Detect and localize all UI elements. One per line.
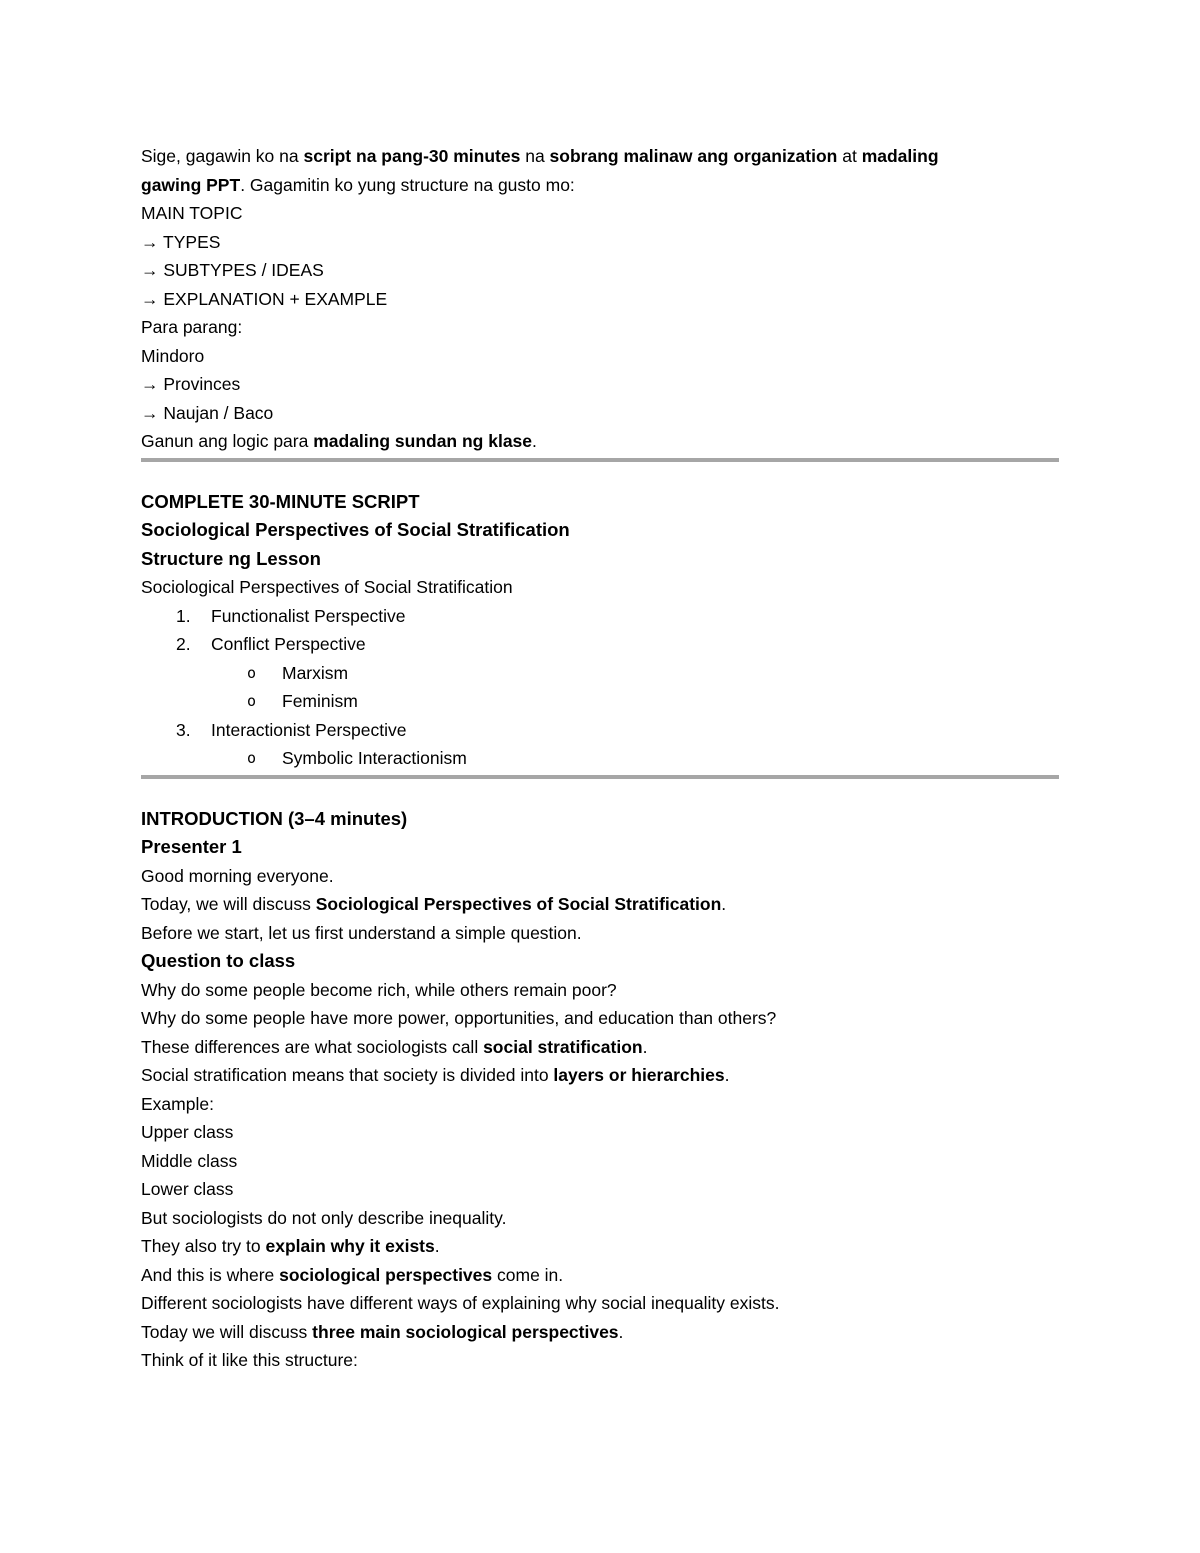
text: Today we will discuss [141,1321,313,1342]
text: . [721,894,727,914]
example-line: → Provinces [141,374,241,394]
text: . [724,1065,730,1085]
list-item [141,630,1059,659]
structure-heading: Structure ng Lesson [141,547,321,569]
text: These differences are what sociologists call [141,1036,484,1057]
paragraph-line [141,1261,1059,1290]
paragraph-line [141,1318,1059,1347]
introduction-heading: INTRODUCTION (3–4 minutes) [141,807,408,829]
bold-text: madaling sundan ng klase [313,431,533,451]
sub-label: Feminism [282,691,358,711]
text: na [520,146,550,166]
intro-line-2 [141,171,1059,200]
paragraph-line: Example: [141,1093,214,1114]
class-line: Upper class [141,1122,234,1142]
paragraph-line [141,1061,1059,1090]
bold-text: sobrang malinaw ang organization [549,146,838,166]
text: . Gagamitin ko yung structure na gusto mo: [240,174,575,195]
bullet-icon: o [247,663,257,682]
text: Ganun ang logic para [141,431,314,451]
list-number: 3. [176,719,191,740]
script-heading: COMPLETE 30-MINUTE SCRIPT [141,490,420,512]
structure-line: → EXPLANATION + EXAMPLE [141,288,388,309]
sub-list-item [141,744,1059,773]
text: . [618,1321,624,1342]
list-label: Conflict Perspective [211,634,366,654]
text: . [532,431,537,451]
list-item [141,716,1059,745]
paragraph-line: Different sociologists have different ways of explaining why social inequality exists. [141,1293,780,1313]
example-line: → Naujan / Baco [141,402,274,423]
text: They also try to [141,1236,266,1256]
paragraph-line: Why do some people become rich, while others remain poor? [141,979,617,1000]
paragraph-line [141,1232,1059,1261]
bold-text: Sociological Perspectives of Social Stratification [315,894,722,914]
intro-line-1 [141,142,1059,171]
sub-label: Marxism [282,662,349,683]
bold-text: three main sociological perspectives [312,1321,619,1342]
paragraph-line: Before we start, let us first understand a simple question. [141,922,582,943]
text: Sige, gagawin ko na [141,146,304,166]
bold-text: gawing PPT [141,174,241,195]
bullet-icon: o [247,692,257,710]
closing-line [141,427,1059,456]
bold-text: sociological perspectives [279,1264,493,1285]
sub-label: Symbolic Interactionism [282,748,467,768]
sub-list-item [141,687,1059,716]
topic-line: Sociological Perspectives of Social Stratification [141,577,513,597]
class-line: Middle class [141,1150,238,1171]
script-title: Sociological Perspectives of Social Stratification [141,519,570,540]
text: come in. [492,1264,564,1285]
text: And this is where [141,1264,280,1285]
list-number: 1. [176,605,191,626]
text: Today, we will discuss [141,894,316,914]
structure-line: MAIN TOPIC [141,203,243,223]
bullet-icon: o [247,749,257,767]
list-number: 2. [176,634,191,654]
para-label: Para parang: [141,317,243,337]
text: . [434,1236,440,1256]
paragraph-line: Why do some people have more power, opportunities, and education than others? [141,1008,777,1028]
document-page [141,142,1059,1375]
structure-line: → SUBTYPES / IDEAS [141,260,324,280]
bold-text: madaling [861,146,939,166]
text: Social stratification means that society is divided into [141,1065,554,1085]
presenter-label: Presenter 1 [141,836,242,857]
paragraph-line: Good morning everyone. [141,865,334,886]
paragraph-line: But sociologists do not only describe inequality. [141,1207,507,1228]
text: at [837,146,862,166]
list-item [141,602,1059,631]
bold-text: script na pang-30 minutes [303,146,521,166]
question-heading: Question to class [141,950,296,971]
text: . [642,1036,648,1057]
class-line: Lower class [141,1179,234,1199]
structure-line: → TYPES [141,231,221,252]
bold-text: explain why it exists [265,1236,435,1256]
list-label: Functionalist Perspective [211,605,406,626]
paragraph-line [141,890,1059,919]
bold-text: layers or hierarchies [553,1065,725,1085]
bold-text: social stratification [483,1036,643,1057]
sub-list-item [141,659,1059,688]
paragraph-line: Think of it like this structure: [141,1350,358,1370]
example-line: Mindoro [141,345,205,366]
list-label: Interactionist Perspective [211,719,407,740]
paragraph-line [141,1033,1059,1062]
